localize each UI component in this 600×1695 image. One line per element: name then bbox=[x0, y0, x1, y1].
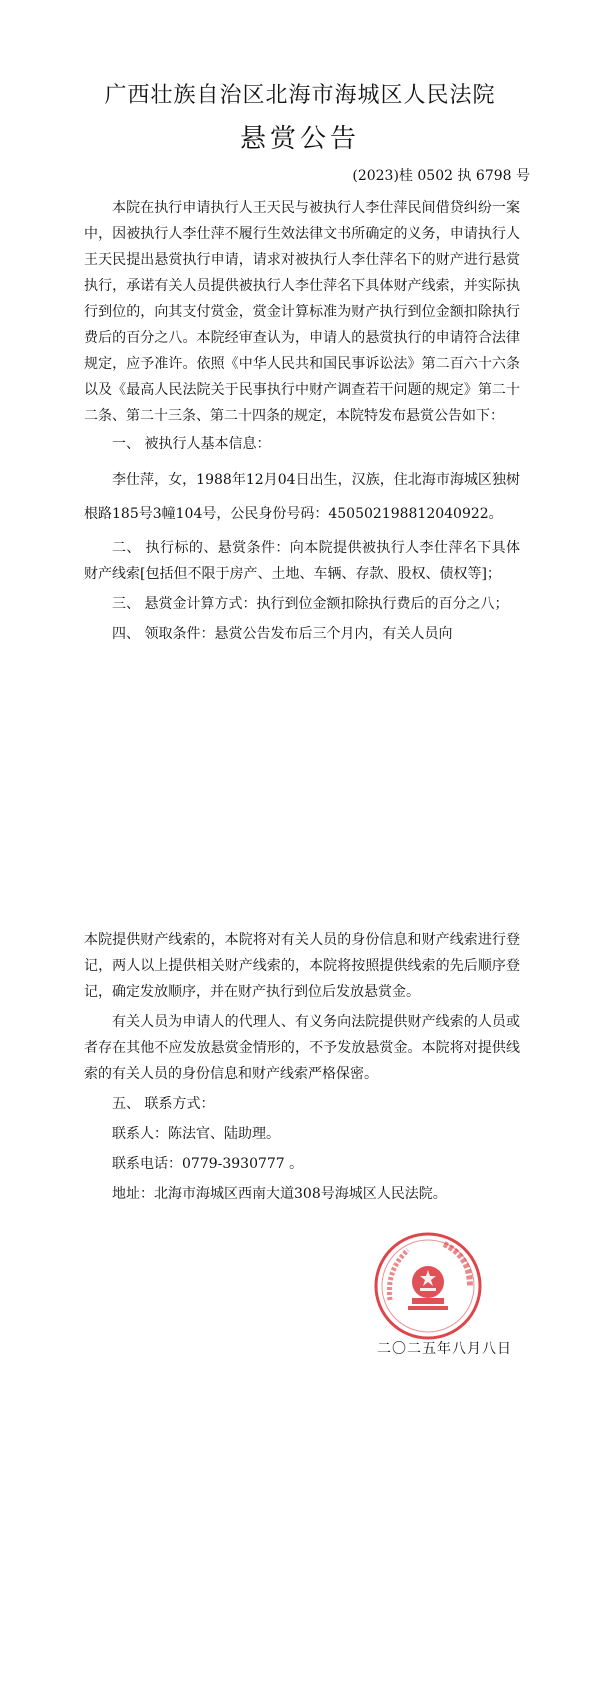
court-seal-icon bbox=[372, 1230, 484, 1342]
notice-title: 悬赏公告 bbox=[239, 124, 360, 154]
section4-continuation: 本院提供财产线索的，本院将对有关人员的身份信息和财产线索进行登记，两人以上提供相关财产线索的，本院将按照提供线索的先后顺序登记，确定发放顺序，并在财产执行到位后发放悬赏金。 bbox=[84, 932, 520, 1000]
section5-heading: 五、 联系方式： bbox=[112, 1096, 215, 1112]
section2-paragraph: 二、 执行标的、悬赏条件：向本院提供被执行人李仕萍名下具体财产线索[包括但不限于房产、土地、车辆、存款、股权、债权等]； bbox=[84, 540, 520, 582]
notice-body-part1 bbox=[84, 195, 520, 647]
issue-date: 二〇二五年八月八日 bbox=[377, 1341, 512, 1357]
exclusion-paragraph: 有关人员为申请人的代理人、有义务向法院提供财产线索的人员或者存在其他不应发放悬赏金情形的，不予发放悬赏金。本院将对提供线索的有关人员的身份信息和财产线索严格保密。 bbox=[84, 1014, 520, 1082]
section3-paragraph: 三、 悬赏金计算方式：执行到位金额扣除执行费后的百分之八； bbox=[112, 596, 509, 612]
section1-detail: 李仕萍，女，1988年12月04日出生，汉族，住北海市海城区独树根路185号3幢104号，公民身份号码：450502198812040922。 bbox=[84, 472, 520, 522]
contact-phone: 联系电话：0779-3930777 。 bbox=[112, 1156, 304, 1172]
intro-paragraph: 本院在执行申请执行人王天民与被执行人李仕萍民间借贷纠纷一案中，因被执行人李仕萍不履行生效法律文书所确定的义务，申请执行人王天民提出悬赏执行申请，请求对被执行人李仕萍名下的财产进行悬赏执行，承诺有关人员提供被执行人李仕萍名下具体财产线索，并实际执行到位的，向其支付赏金，赏金计算标准为财产执行到位金额扣除执行费后的百分之八。本院经审查认为，申请人的悬赏执行的申请符合法律规定，应予准许。依照《中华人民共和国民事诉讼法》第二百六十六条以及《最高人民法院关于民事执行中财产调查若干问题的规定》第二十二条、第二十三条、第二十四条的规定，本院特发布悬赏公告如下： bbox=[84, 200, 520, 424]
section1-heading: 一、 被执行人基本信息： bbox=[112, 436, 271, 452]
notice-body-part2 bbox=[84, 927, 520, 1207]
case-number: (2023)桂 0502 执 6798 号 bbox=[352, 168, 530, 184]
contact-person: 联系人：陈法官、陆助理。 bbox=[112, 1126, 280, 1142]
section4-start: 四、 领取条件：悬赏公告发布后三个月内，有关人员向 bbox=[112, 626, 453, 642]
court-address: 地址：北海市海城区西南大道308号海城区人民法院。 bbox=[112, 1186, 447, 1202]
court-name: 广西壮族自治区北海市海城区人民法院 bbox=[104, 83, 496, 108]
